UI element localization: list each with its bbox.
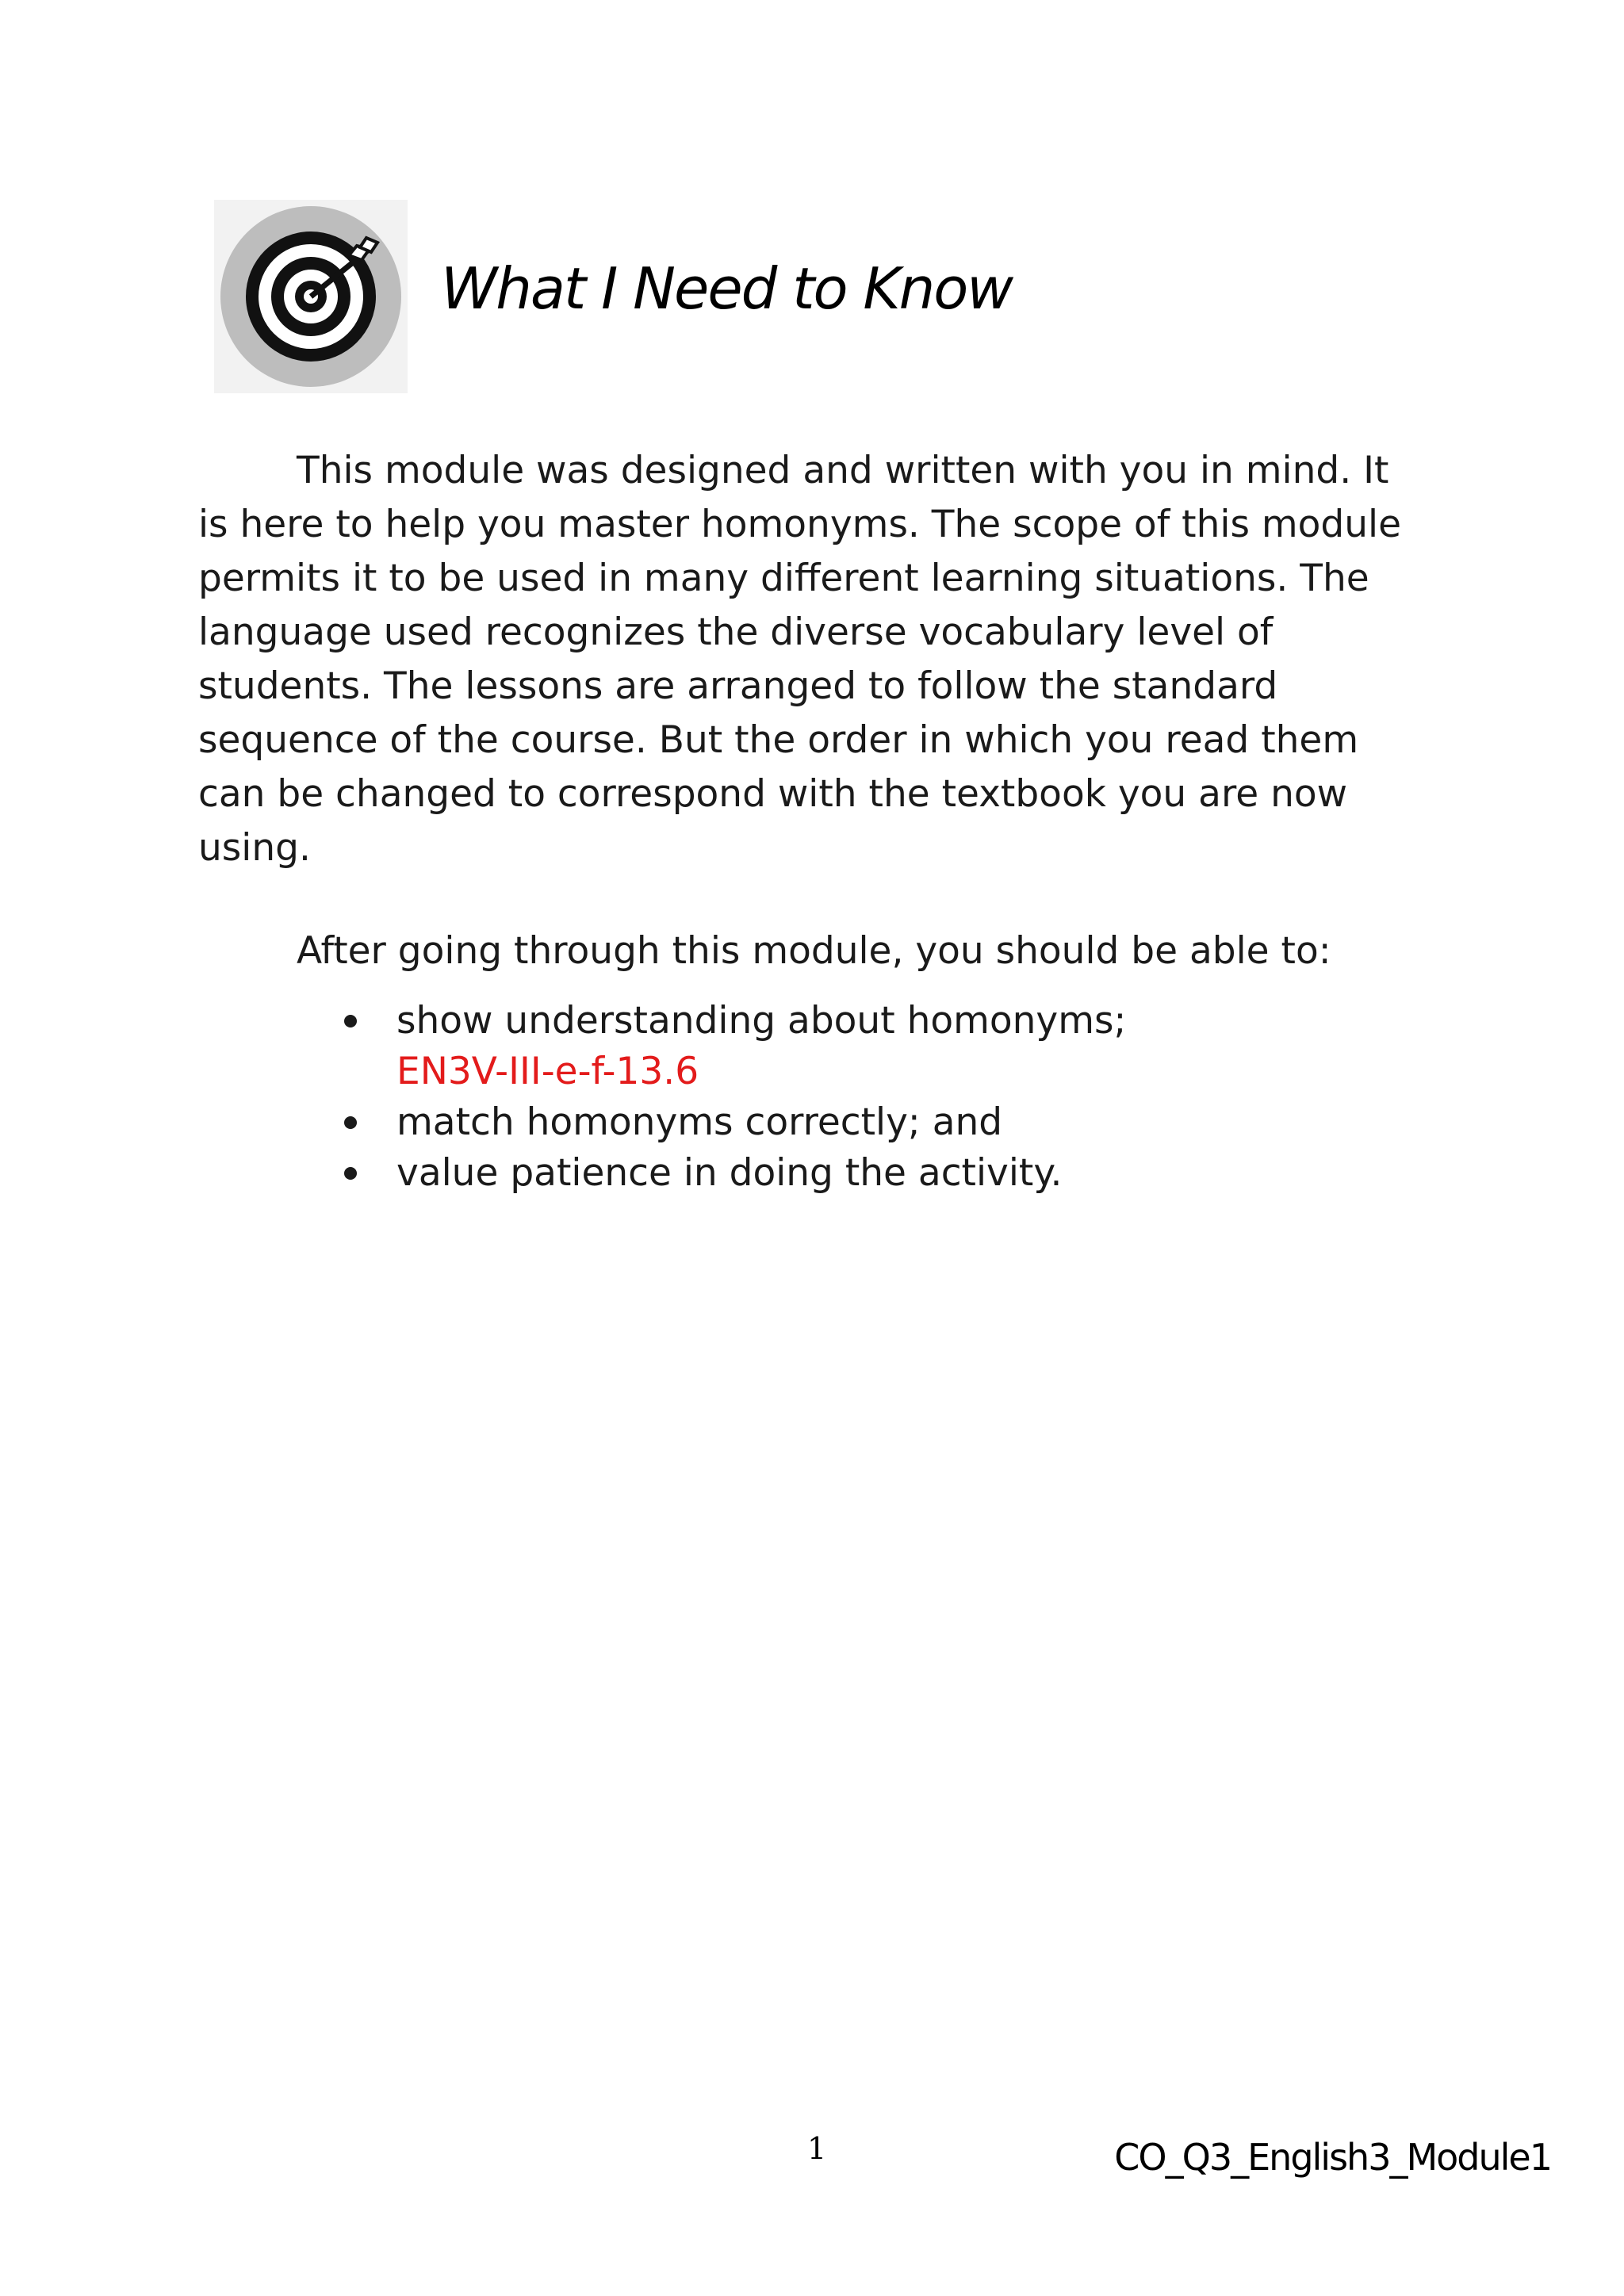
competency-code: EN3V-III-e-f-13.6	[396, 1050, 699, 1093]
objective-text: value patience in doing the activity.	[396, 1151, 1063, 1195]
bullet-icon	[344, 1015, 357, 1027]
footer-module-code: CO_Q3_English3_Module1	[1114, 2136, 1551, 2179]
list-item	[341, 1097, 1451, 1148]
list-item	[341, 996, 1451, 1097]
objective-text: match homonyms correctly; and	[396, 1100, 1003, 1144]
target-icon	[214, 200, 408, 393]
objective-text: show understanding about homonyms;	[396, 999, 1127, 1043]
bullet-icon	[344, 1116, 357, 1129]
page-number: 1	[807, 2131, 827, 2166]
bullet-icon	[344, 1167, 357, 1180]
objectives-list	[341, 996, 1451, 1199]
intro-paragraph: This module was designed and written with you in mind. It is here to help you master homonyms. The scope of this module permits it to be used in many different learning situations. The language used recognizes the diverse vocabulary level of students. The lessons are arranged to follow the standard sequence of the course. But the order in which you read them can be changed to correspond with the textbook you are now using.	[198, 449, 1402, 870]
list-item	[341, 1148, 1451, 1199]
objectives-intro: After going through this module, you should be able to:	[297, 929, 1331, 973]
section-title: What I Need to Know	[441, 255, 1013, 322]
